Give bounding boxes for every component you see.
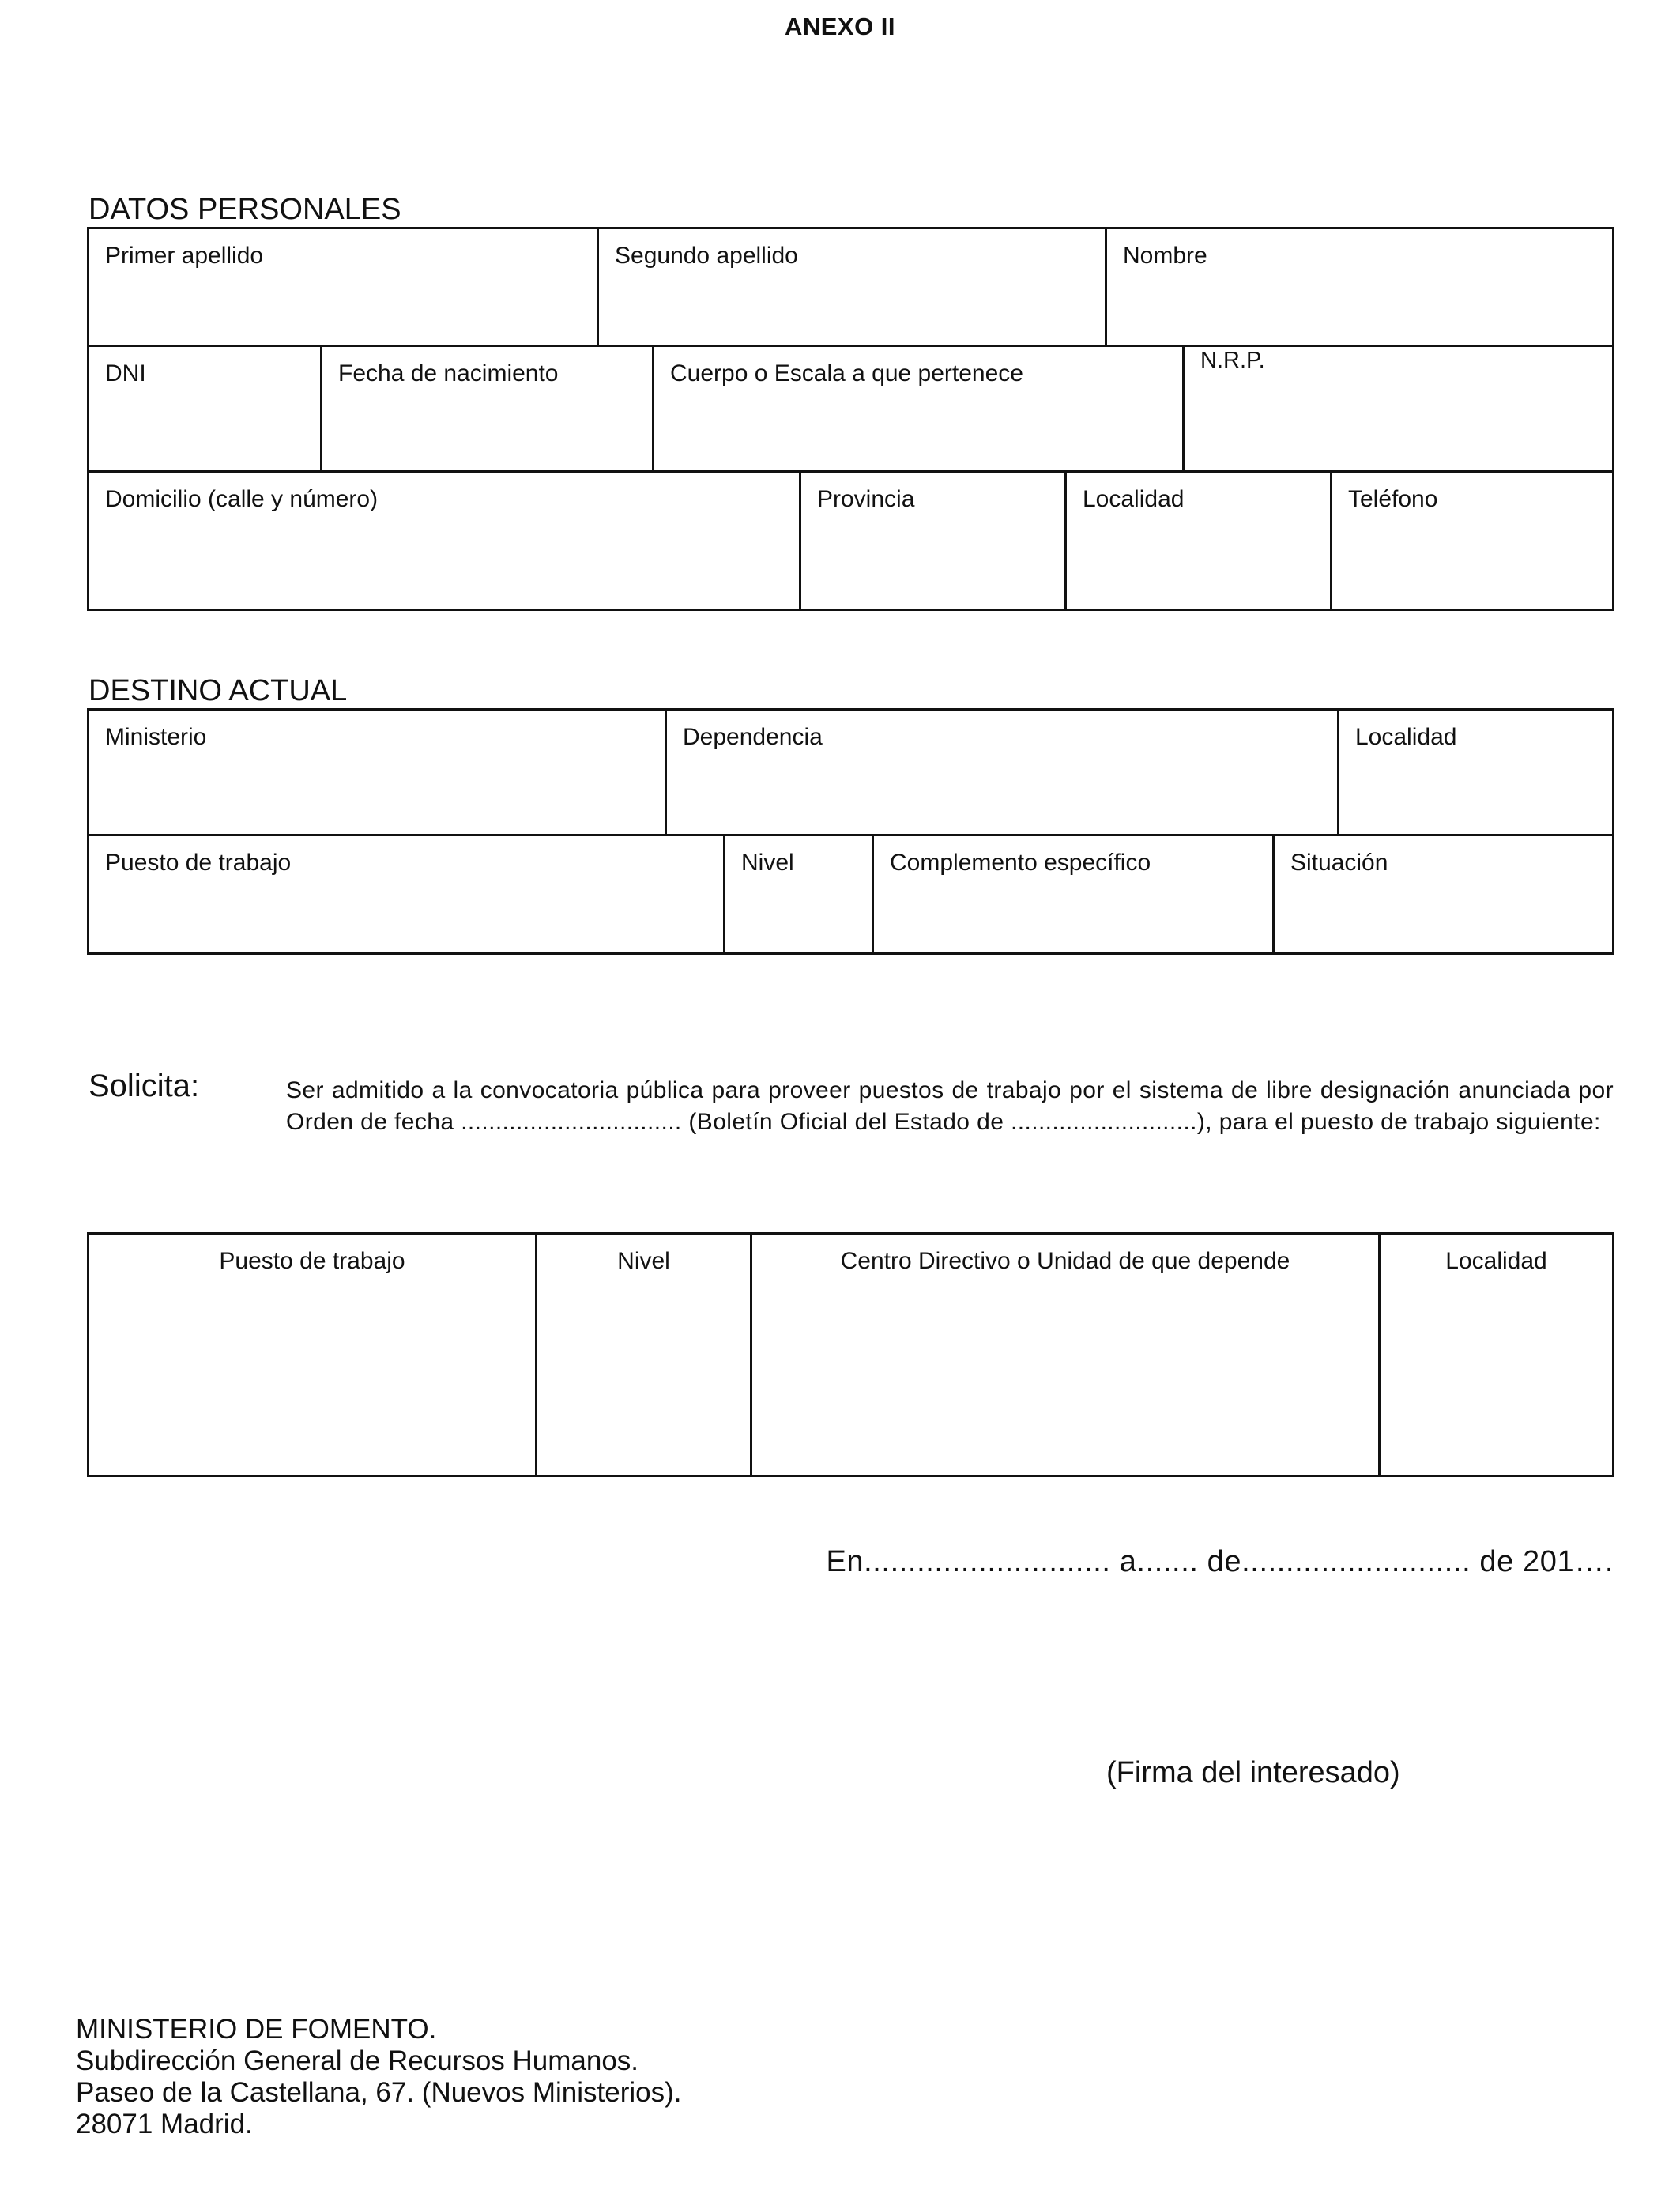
request-puesto-trabajo[interactable]: Puesto de trabajo xyxy=(87,1232,537,1477)
request-localidad[interactable]: Localidad xyxy=(1378,1232,1614,1477)
field-cuerpo-escala[interactable]: Cuerpo o Escala a que pertenece xyxy=(652,345,1185,473)
request-nivel[interactable]: Nivel xyxy=(535,1232,752,1477)
field-domicilio[interactable]: Domicilio (calle y número) xyxy=(87,470,801,611)
footer-line-ciudad: 28071 Madrid. xyxy=(76,2109,253,2139)
field-provincia[interactable]: Provincia xyxy=(799,470,1067,611)
field-nrp[interactable]: N.R.P. xyxy=(1182,345,1614,473)
footer-line-ministerio: MINISTERIO DE FOMENTO. xyxy=(76,2014,437,2045)
section-heading-datos-personales: DATOS PERSONALES xyxy=(89,193,401,226)
field-situacion[interactable]: Situación xyxy=(1272,834,1614,955)
field-segundo-apellido[interactable]: Segundo apellido xyxy=(597,227,1107,347)
field-localidad[interactable]: Localidad xyxy=(1064,470,1332,611)
field-fecha-nacimiento[interactable]: Fecha de nacimiento xyxy=(320,345,654,473)
field-dependencia[interactable]: Dependencia xyxy=(665,708,1339,836)
field-telefono[interactable]: Teléfono xyxy=(1330,470,1614,611)
page-title: ANEXO II xyxy=(784,13,896,40)
date-line: En............................ a....... de.......................... de 201…. xyxy=(826,1545,1614,1578)
footer-line-subdireccion: Subdirección General de Recursos Humanos. xyxy=(76,2045,639,2076)
solicita-label: Solicita: xyxy=(89,1069,200,1103)
field-dni[interactable]: DNI xyxy=(87,345,322,473)
field-destino-localidad[interactable]: Localidad xyxy=(1337,708,1614,836)
footer-line-paseo: Paseo de la Castellana, 67. (Nuevos Ministerios). xyxy=(76,2077,682,2108)
field-complemento-especifico[interactable]: Complemento específico xyxy=(872,834,1275,955)
field-nombre[interactable]: Nombre xyxy=(1105,227,1614,347)
field-nivel[interactable]: Nivel xyxy=(723,834,874,955)
signature-label: (Firma del interesado) xyxy=(1106,1756,1400,1789)
field-puesto-trabajo[interactable]: Puesto de trabajo xyxy=(87,834,725,955)
solicita-text: Ser admitido a la convocatoria pública para proveer puestos de trabajo por el sistema de libre designación anunciada por Orden de fecha ................................ (Boletín Oficial del Estado de ...........................), para el puesto de trabajo siguiente: xyxy=(286,1077,1614,1135)
field-ministerio[interactable]: Ministerio xyxy=(87,708,667,836)
field-primer-apellido[interactable]: Primer apellido xyxy=(87,227,599,347)
request-centro-directivo[interactable]: Centro Directivo o Unidad de que depende xyxy=(750,1232,1381,1477)
section-heading-destino-actual: DESTINO ACTUAL xyxy=(89,674,348,707)
footer-address xyxy=(76,2014,681,2140)
